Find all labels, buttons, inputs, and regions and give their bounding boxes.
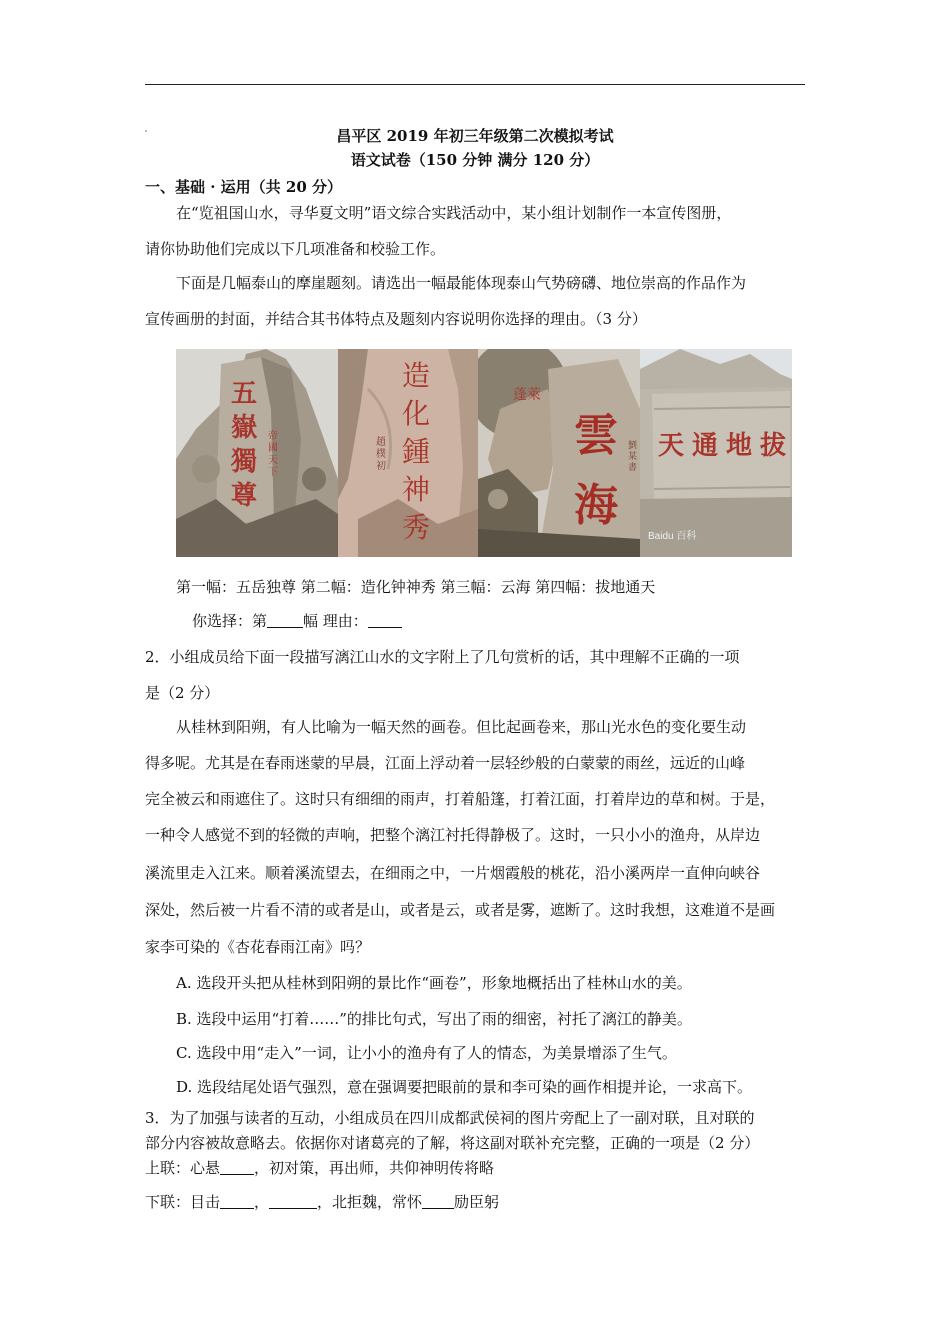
q1-line-1: 下面是几幅泰山的摩崖题刻。请选出一幅最能体现泰山气势磅礴、地位崇高的作品作为 (176, 274, 747, 292)
photo1-side-text: 帝國天下 (268, 431, 278, 478)
couplet-blank[interactable] (422, 1194, 454, 1209)
couplet-upper (145, 1158, 494, 1178)
glyph: 造 (401, 359, 430, 392)
glyph: 嶽 (230, 413, 257, 443)
couplet-lower-c: ，北拒魏，常怀 (317, 1193, 423, 1211)
couplet-lower-b: ， (254, 1193, 270, 1211)
glyph: 雲 (574, 410, 618, 461)
couplet-upper-b: ，初对策，再出师，共仰神明传将略 (254, 1159, 495, 1177)
photo4-glyphs (654, 425, 790, 462)
glyph: 鍾 (401, 435, 430, 468)
glyph: 天 (657, 431, 684, 461)
couplet-upper-a: 上联：心悬 (145, 1159, 221, 1177)
glyph: 地 (725, 431, 752, 461)
photo-yunhai (478, 349, 640, 557)
glyph: 秀 (401, 511, 430, 544)
intro-line-1: 在“览祖国山水，寻华夏文明”语文综合实践活动中，某小组计划制作一本宣传图册， (176, 204, 732, 222)
option-b[interactable]: B. 选段中运用“打着……”的排比句式，写出了雨的细密，衬托了漓江的静美。 (176, 1010, 692, 1028)
q3-line-2: 部分内容被故意略去。依据你对诸葛亮的了解，将这副对联补充完整，正确的一项是（2 分） (145, 1134, 760, 1152)
couplet-blank[interactable] (220, 1194, 254, 1209)
couplet-lower-d: 励臣躬 (454, 1193, 500, 1211)
photo-wuyue-duzun (176, 349, 338, 557)
photo1-glyphs (224, 377, 264, 513)
option-c[interactable]: C. 选段中用“走入”一词，让小小的渔舟有了人的情态，为美景增添了生气。 (176, 1044, 677, 1062)
glyph: 神 (401, 473, 430, 506)
passage-line: 从桂林到阳朔，有人比喻为一幅天然的画卷。但比起画卷来，那山光水色的变化要生动 (176, 718, 747, 736)
header-rule (145, 84, 805, 85)
glyph: 尊 (230, 481, 257, 511)
exam-title: 昌平区 2019 年初三年级第二次模拟考试 (336, 127, 614, 145)
q2-line-2: 是（2 分） (145, 684, 220, 702)
q1-answer-line (192, 611, 402, 631)
photo4-watermark: Baidu 百科 (648, 531, 697, 542)
q1-line-2: 宣传画册的封面，并结合其书体特点及题刻内容说明你选择的理由。（3 分） (145, 310, 647, 328)
passage-line: 完全被云和雨遮住了。这时只有细细的雨声，打着船篷，打着江面，打着岸边的草和树。于是， (145, 790, 776, 808)
passage-line: 家李可染的《杏花春雨江南》吗？ (145, 938, 371, 956)
answer-mid: 幅 理由： (303, 612, 368, 630)
glyph: 拔 (759, 431, 786, 461)
couplet-blank[interactable] (269, 1194, 317, 1209)
photo-caption: 第一幅：五岳独尊 第二幅：造化钟神秀 第三幅：云海 第四幅：拔地通天 (176, 578, 656, 596)
photo3-glyphs (566, 401, 626, 541)
inscription-photos (176, 349, 792, 557)
photo-zaohua-zhongshenxiu (338, 349, 478, 557)
answer-blank-reason[interactable] (368, 613, 402, 628)
q2-line-1: 2．小组成员给下面一段描写漓江山水的文字附上了几句赏析的话，其中理解不正确的一项 (145, 648, 740, 666)
photo2-side-text: 趙樸初 (376, 437, 386, 472)
passage-line: 深处，然后被一片看不清的或者是山，或者是云，或者是雾，遮断了。这时我想，这难道不是画 (145, 901, 776, 919)
passage-line: 溪流里走入江来。顺着溪流望去，在细雨之中，一片烟霞般的桃花，沿小溪两岸一直伸向峡谷 (145, 864, 761, 882)
answer-prefix: 你选择：第 (192, 612, 268, 630)
glyph: 化 (401, 397, 430, 430)
exam-subtitle: 语文试卷（150 分钟 满分 120 分） (350, 151, 600, 169)
section-heading: 一、基础 · 运用（共 20 分） (145, 178, 342, 196)
q3-line-1: 3．为了加强与读者的互动，小组成员在四川成都武侯祠的图片旁配上了一副对联，且对联的 (145, 1109, 755, 1127)
photo-badi-tongtian (640, 349, 792, 557)
glyph: 海 (574, 480, 618, 531)
couplet-lower (145, 1192, 499, 1212)
couplet-blank[interactable] (220, 1160, 254, 1175)
intro-line-2: 请你协助他们完成以下几项准备和校验工作。 (145, 240, 446, 258)
answer-blank-number[interactable] (267, 613, 303, 628)
couplet-lower-a: 下联：目击 (145, 1193, 221, 1211)
passage-line: 得多呢。尤其是在春雨迷蒙的早晨，江面上浮动着一层轻纱般的白蒙蒙的雨丝，远近的山峰 (145, 754, 746, 772)
photo3-side-text: 劉某書 (628, 441, 638, 473)
option-a[interactable]: A. 选段开头把从桂林到阳朔的景比作“画卷”，形象地概括出了桂林山水的美。 (176, 974, 692, 992)
photo3-top-text: 蓬萊 (513, 387, 541, 403)
glyph: 通 (691, 431, 718, 461)
option-d[interactable]: D. 选段结尾处语气强烈，意在强调要把眼前的景和李可染的画作相提并论，一求高下。 (176, 1078, 753, 1096)
photo2-glyphs (396, 357, 436, 547)
passage-line: 一种令人感觉不到的轻微的声响，把整个漓江衬托得静极了。这时，一只小小的渔舟，从岸边 (145, 826, 761, 844)
glyph: 五 (230, 379, 257, 409)
glyph: 獨 (230, 447, 257, 477)
